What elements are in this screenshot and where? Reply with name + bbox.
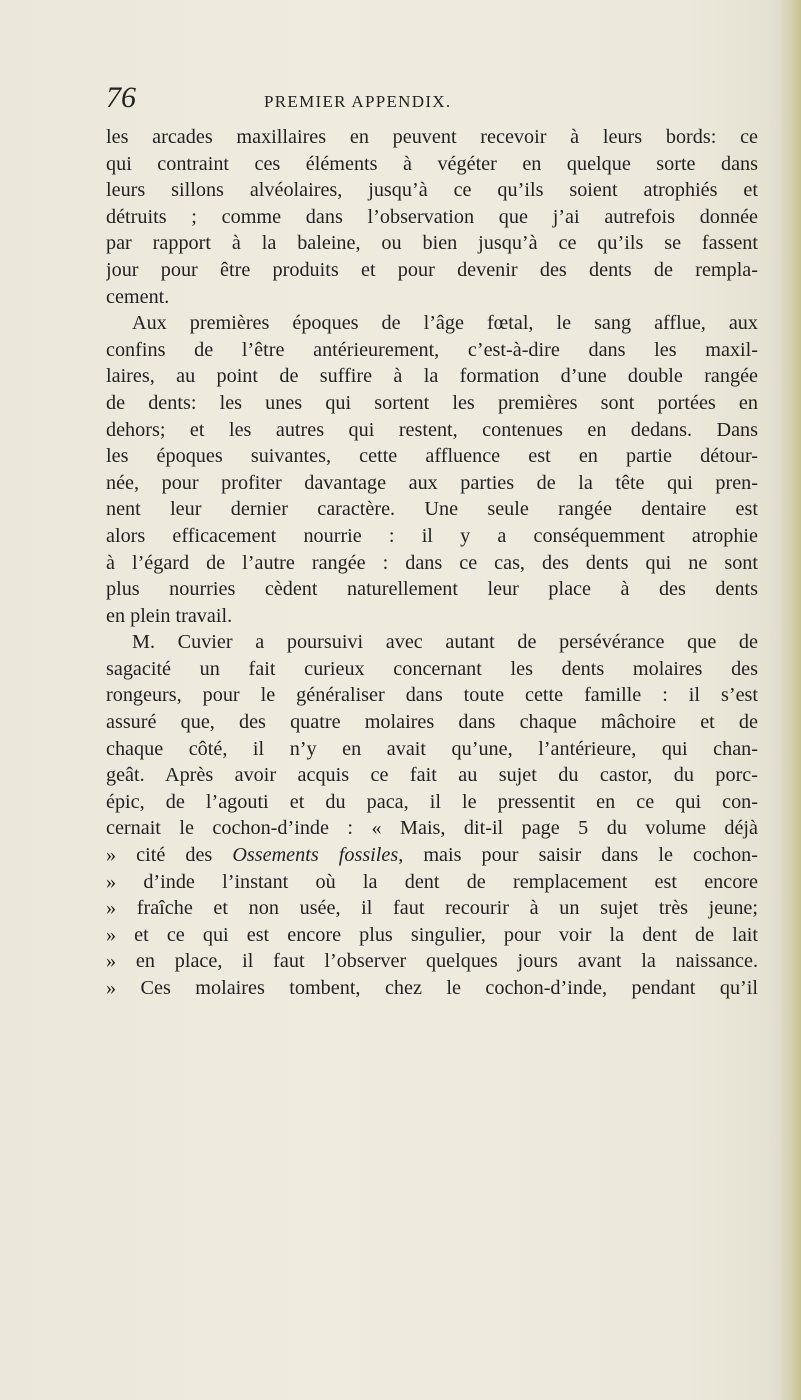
text-line: rongeurs, pour le généraliser dans toute cette famille : il s’est <box>106 684 758 707</box>
text-line: » fraîche et non usée, il faut recourir à un sujet très jeune; <box>106 897 758 920</box>
body-text <box>106 124 758 1002</box>
text-line: » en place, il faut l’observer quelques jours avant la naissance. <box>106 950 758 973</box>
text-span: » cité des <box>106 844 233 867</box>
text-line: » d’inde l’instant où la dent de remplacement est encore <box>106 870 758 893</box>
text-line: plus nourries cèdent naturellement leur place à des dents <box>106 578 758 601</box>
text-line: détruits ; comme dans l’observation que j’ai autrefois donnée <box>106 205 758 228</box>
text-line: les époques suivantes, cette affluence est en partie détour- <box>106 445 758 468</box>
page-edge-shadow <box>779 0 801 1400</box>
page-number: 76 <box>106 81 136 114</box>
text-line: assuré que, des quatre molaires dans chaque mâchoire et de <box>106 711 758 734</box>
text-line: laires, au point de suffire à la formation d’une double rangée <box>106 365 758 388</box>
running-head: PREMIER APPENDIX. <box>264 92 452 111</box>
text-line-with-italic <box>106 842 758 869</box>
text-line: qui contraint ces éléments à végéter en quelque sorte dans <box>106 152 758 175</box>
text-line: nent leur dernier caractère. Une seule rangée dentaire est <box>106 498 758 521</box>
text-line: dehors; et les autres qui restent, contenues en dedans. Dans <box>106 418 758 441</box>
text-line: » et ce qui est encore plus singulier, pour voir la dent de lait <box>106 923 758 946</box>
text-line: leurs sillons alvéolaires, jusqu’à ce qu’ils soient atrophiés et <box>106 179 758 202</box>
text-line: jour pour être produits et pour devenir des dents de rempla- <box>106 258 758 281</box>
text-line: Aux premières époques de l’âge fœtal, le sang afflue, aux <box>132 312 758 335</box>
text-line: chaque côté, il n’y en avait qu’une, l’antérieure, qui chan- <box>106 737 758 760</box>
text-line: épic, de l’agouti et du paca, il le pressentit en ce qui con- <box>106 790 758 813</box>
text-span: , mais pour saisir dans le cochon- <box>398 844 758 867</box>
text-line: sagacité un fait curieux concernant les dents molaires des <box>106 657 758 680</box>
text-line: alors efficacement nourrie : il y a conséquemment atrophie <box>106 524 758 547</box>
page-header <box>106 78 756 118</box>
text-line: geât. Après avoir acquis ce fait au sujet du castor, du porc- <box>106 764 758 787</box>
text-line: M. Cuvier a poursuivi avec autant de persévérance que de <box>132 631 758 654</box>
text-line: cement. <box>106 285 170 308</box>
text-line: les arcades maxillaires en peuvent recevoir à leurs bords: ce <box>106 126 758 148</box>
book-title-italic: Ossements fossiles <box>232 844 399 867</box>
text-line: par rapport à la baleine, ou bien jusqu’à ce qu’ils se fassent <box>106 232 758 255</box>
text-line: née, pour profiter davantage aux parties de la tête qui pren- <box>106 471 758 494</box>
text-line: » Ces molaires tombent, chez le cochon-d’inde, pendant qu’il <box>106 977 758 999</box>
text-line: en plein travail. <box>106 604 233 627</box>
text-line: de dents: les unes qui sortent les premières sont portées en <box>106 391 758 414</box>
text-line: cernait le cochon-d’inde : « Mais, dit-il page 5 du volume déjà <box>106 817 758 840</box>
text-line: confins de l’être antérieurement, c’est-à-dire dans les maxil- <box>106 338 758 361</box>
text-line: à l’égard de l’autre rangée : dans ce cas, des dents qui ne sont <box>106 551 758 574</box>
